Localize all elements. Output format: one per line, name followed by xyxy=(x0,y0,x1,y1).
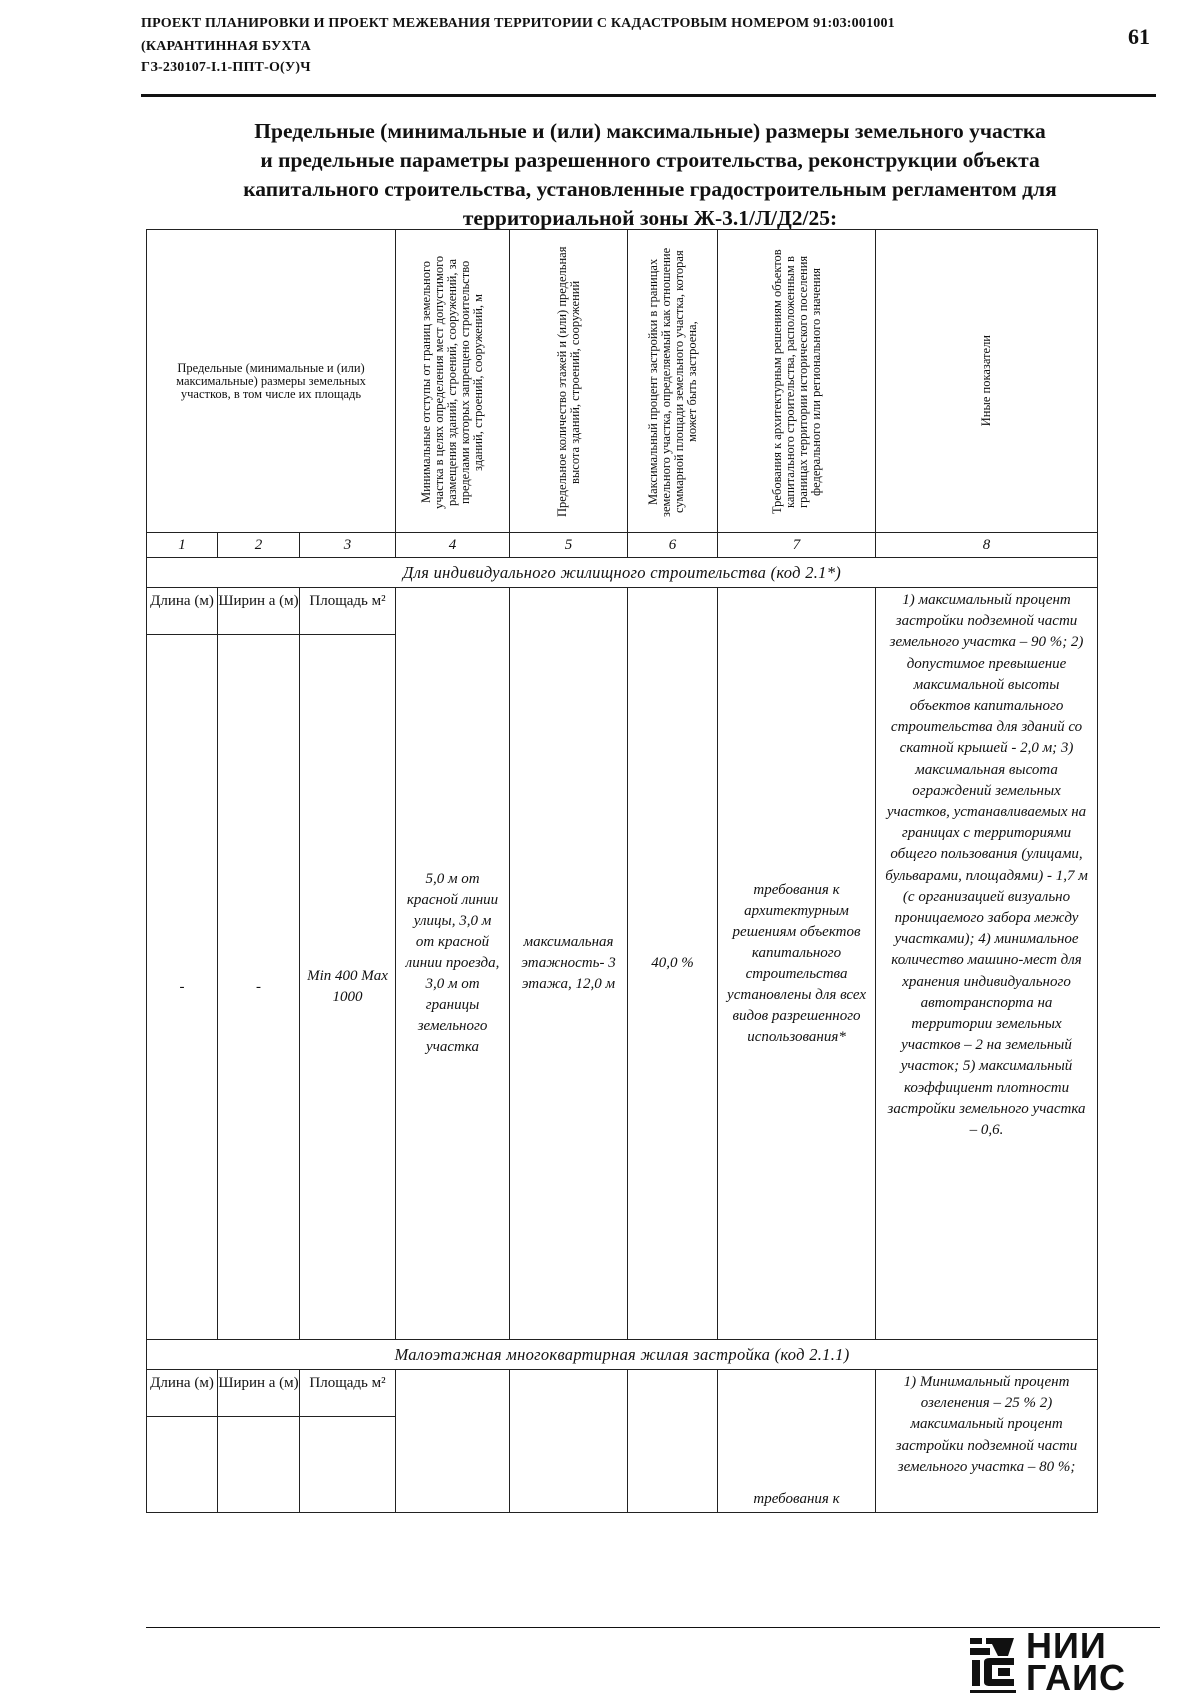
column-number-row xyxy=(147,533,1098,558)
section-row-1 xyxy=(147,558,1098,588)
cell-area-2 xyxy=(300,1417,396,1513)
niigais-logo xyxy=(968,1625,1168,1698)
title-line-3: капитального строительства, установленные градостроительным регламентом для xyxy=(243,177,1057,201)
cell-build-percent-2 xyxy=(628,1370,718,1513)
document-title xyxy=(180,117,1120,233)
cell-arch-requirements-2: требования к xyxy=(718,1370,876,1513)
cell-floors-2 xyxy=(510,1370,628,1513)
subheader-width: Ширин а (м) xyxy=(218,588,300,635)
header-setbacks: Минимальные отступы от границ земельного участка в целях определения мест допустимого размещения зданий, строений, сооружений, за пределами которых запрещено строительство зданий, строений, сооружений, м xyxy=(396,230,510,533)
subheader-row-1 xyxy=(147,588,1098,635)
cell-build-percent: 40,0 % xyxy=(628,588,718,1340)
cell-floors: максимальная этажность- 3 этажа, 12,0 м xyxy=(510,588,628,1340)
header-arch-requirements: Требования к архитектурным решениям объектов капитального строительства, расположенным в границах территории исторического поселения федерального или регионального значения xyxy=(718,230,876,533)
subheader-length: Длина (м) xyxy=(147,588,218,635)
logo-text-line-2: ГАИС xyxy=(1026,1657,1127,1698)
logo-underline xyxy=(970,1690,1016,1693)
header-line-3: ГЗ-230107-I.1-ППТ-О(У)Ч xyxy=(141,60,311,75)
cell-other-indicators-2: 1) Минимальный процент озеленения – 25 % 2) максимальный процент застройки подземной части земельного участка – 80 %; xyxy=(876,1370,1098,1513)
title-line-1: Предельные (минимальные и (или) максимальные) размеры земельного участка xyxy=(254,119,1046,143)
section-title-lowrise-housing: Малоэтажная многоквартирная жилая застройка (код 2.1.1) xyxy=(147,1340,1098,1370)
subheader-area: Площадь м² xyxy=(300,1370,396,1417)
column-number: 8 xyxy=(876,533,1098,558)
cell-setbacks-2 xyxy=(396,1370,510,1513)
title-line-4: территориальной зоны Ж-3.1/Л/Д2/25: xyxy=(462,206,838,230)
column-number: 5 xyxy=(510,533,628,558)
logo-text-line-1: НИИ xyxy=(1026,1625,1107,1666)
cell-length-2 xyxy=(147,1417,218,1513)
cell-arch-requirements: требования к архитектурным решениям объектов капитального строительства установлены для всех видов разрешенного использования* xyxy=(718,588,876,1340)
header-build-percent: Максимальный процент застройки в границах земельного участка, определяемый как отношение суммарной площади земельного участка, которая может быть застроена, xyxy=(628,230,718,533)
header-plot-sizes: Предельные (минимальные и (или) максимальные) размеры земельных участков, в том числе их площадь xyxy=(147,230,396,533)
subheader-length: Длина (м) xyxy=(147,1370,218,1417)
cell-area: Min 400 Max 1000 xyxy=(300,635,396,1340)
footer-rule xyxy=(146,1627,1160,1628)
cell-other-indicators: 1) максимальный процент застройки подземной части земельного участка – 90 %; 2) допустимое превышение максимальной высоты объектов капитального строительства для зданий со скатной крышей - 2,0 м; 3) максимальная высота ограждений земельных участков, устанавливаемых на границах с территориями общего пользования (улицами, бульварами, площадями) - 1,7 м (с организацией визуально проницаемого забора между участками); 4) минимальное количество машино-мест для хранения индивидуального автотранспорта на территории земельных участков – 2 на земельный участок; 5) максимальный коэффициент плотности застройки земельного участка – 0,6. xyxy=(876,588,1098,1340)
column-number: 3 xyxy=(300,533,396,558)
header-rule xyxy=(141,94,1156,97)
column-number: 7 xyxy=(718,533,876,558)
column-number: 1 xyxy=(147,533,218,558)
column-number: 6 xyxy=(628,533,718,558)
cell-length: - xyxy=(147,635,218,1340)
title-line-2: и предельные параметры разрешенного строительства, реконструкции объекта xyxy=(260,148,1040,172)
header-line-2: (КАРАНТИННАЯ БУХТА xyxy=(141,39,311,54)
cell-setbacks: 5,0 м от красной линии улицы, 3,0 м от красной линии проезда, 3,0 м от границы земельного участка xyxy=(396,588,510,1340)
cell-width-2 xyxy=(218,1417,300,1513)
section-row-2 xyxy=(147,1340,1098,1370)
column-number: 4 xyxy=(396,533,510,558)
cell-width: - xyxy=(218,635,300,1340)
column-number: 2 xyxy=(218,533,300,558)
header-line-1: ПРОЕКТ ПЛАНИРОВКИ И ПРОЕКТ МЕЖЕВАНИЯ ТЕРРИТОРИИ С КАДАСТРОВЫМ НОМЕРОМ 91:03:001001 xyxy=(141,16,895,31)
header-floors: Предельное количество этажей и (или) предельная высота зданий, строений, сооружений xyxy=(510,230,628,533)
table-header-row xyxy=(147,230,1098,533)
page-number: 61 xyxy=(1128,24,1150,49)
regulations-table xyxy=(146,229,1098,1513)
header-other-indicators: Иные показатели xyxy=(876,230,1098,533)
section-title-individual-housing: Для индивидуального жилищного строительства (код 2.1*) xyxy=(147,558,1098,588)
logo-mark-icon xyxy=(968,1634,1018,1694)
subheader-row-2 xyxy=(147,1370,1098,1417)
subheader-area: Площадь м² xyxy=(300,588,396,635)
subheader-width: Ширин а (м) xyxy=(218,1370,300,1417)
